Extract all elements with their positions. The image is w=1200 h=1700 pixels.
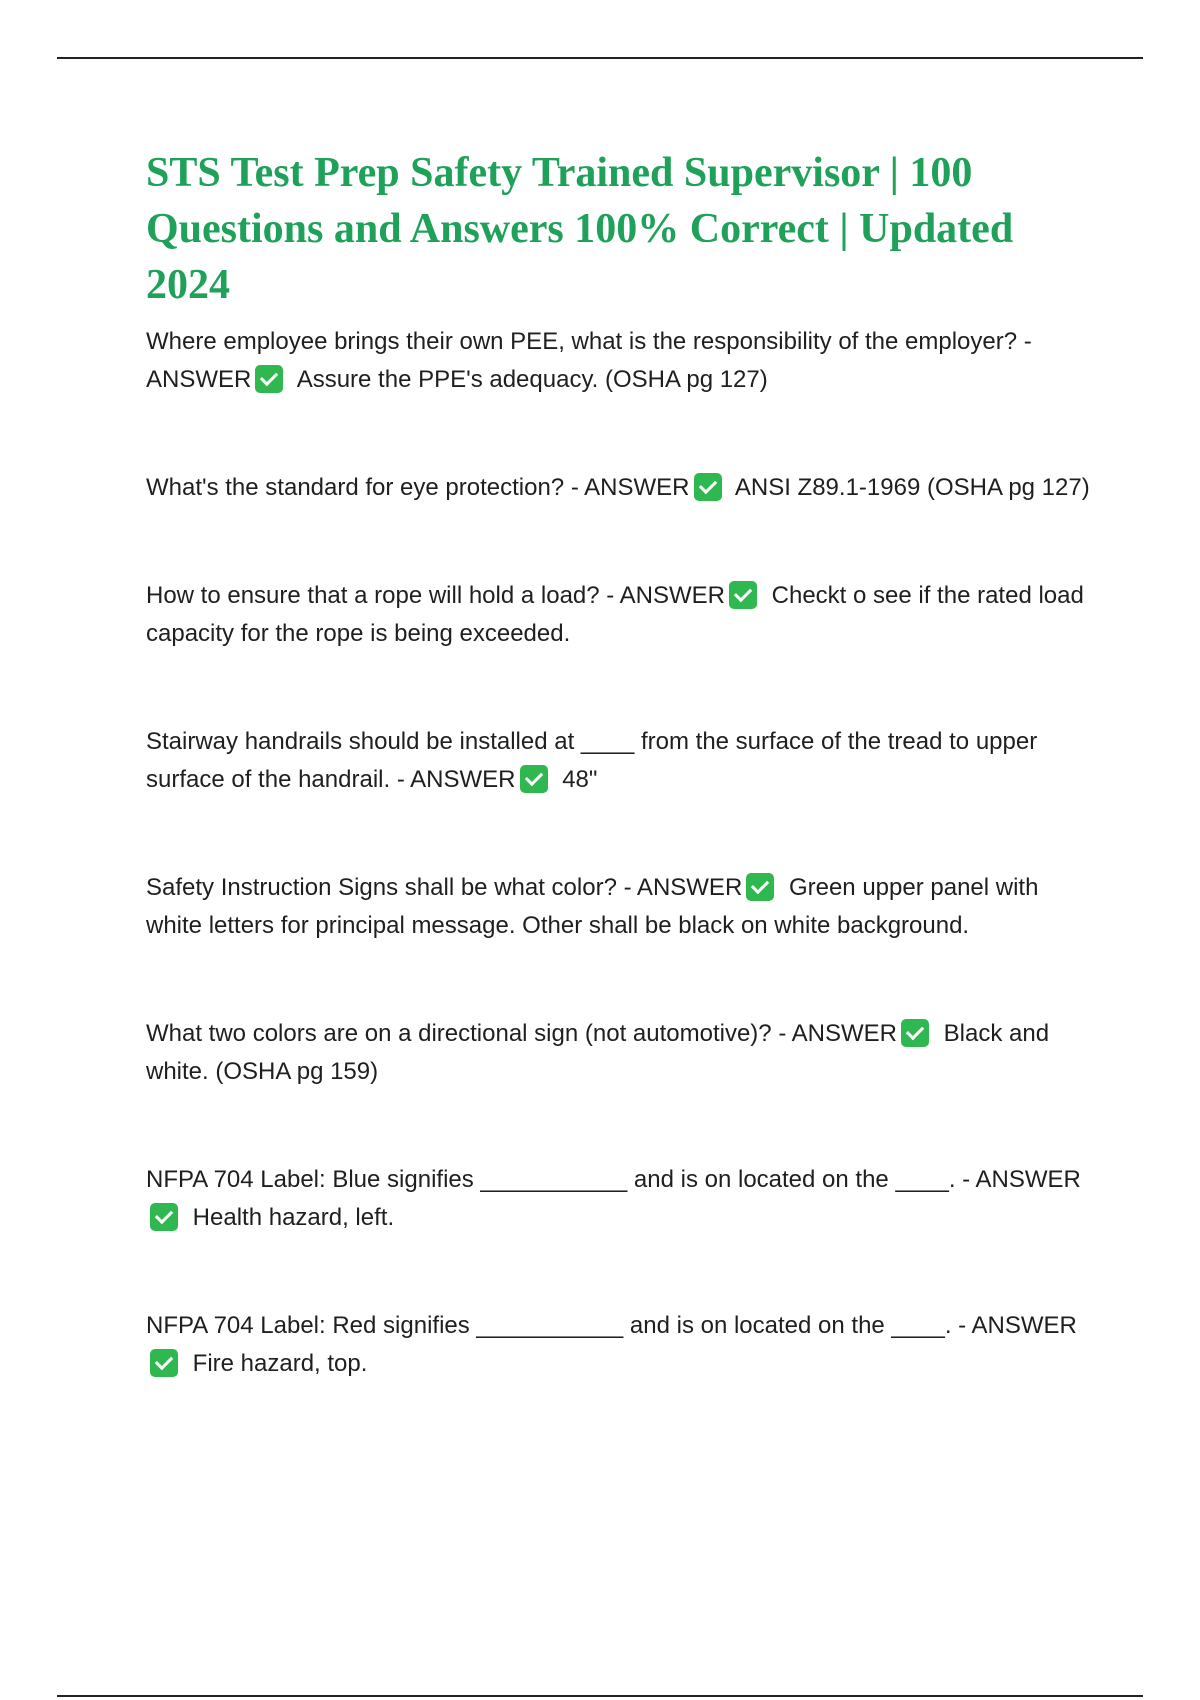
answer-label: - ANSWER bbox=[778, 1020, 897, 1047]
page-content bbox=[146, 145, 1101, 1383]
question-text: Where employee brings their own PEE, what is the responsibility of the employer? bbox=[146, 328, 1018, 355]
check-box-icon bbox=[150, 1349, 178, 1377]
question-text: How to ensure that a rope will hold a load? bbox=[146, 582, 600, 609]
answer-label: - ANSWER bbox=[958, 1312, 1077, 1339]
answer-label: - ANSWER bbox=[146, 328, 1032, 393]
answer-text: ANSI Z89.1-1969 (OSHA pg 127) bbox=[734, 474, 1090, 501]
qa-item bbox=[146, 323, 1101, 399]
check-box-icon bbox=[729, 581, 757, 609]
question-text: NFPA 704 Label: Red signifies ___________ and is on located on the ____. bbox=[146, 1312, 952, 1339]
answer-label: - ANSWER bbox=[396, 766, 516, 793]
question-text: Stairway handrails should be installed at ____ from the surface of the tread to upper surface of the handrail. bbox=[146, 728, 1038, 793]
check-box-icon bbox=[520, 765, 548, 793]
answer-label: - ANSWER bbox=[570, 474, 690, 501]
question-text: Safety Instruction Signs shall be what color? bbox=[146, 874, 617, 901]
answer-text: Checkt o see if the rated load capacity for the rope is being exceeded. bbox=[146, 582, 1084, 647]
qa-item bbox=[146, 577, 1101, 653]
check-box-icon bbox=[255, 365, 283, 393]
question-text: What's the standard for eye protection? bbox=[146, 474, 565, 501]
question-text: NFPA 704 Label: Blue signifies ___________ and is on located on the ____. bbox=[146, 1166, 956, 1193]
answer-label: - ANSWER bbox=[962, 1166, 1081, 1193]
check-box-icon bbox=[746, 873, 774, 901]
answer-label: - ANSWER bbox=[623, 874, 743, 901]
qa-item bbox=[146, 869, 1101, 945]
qa-item bbox=[146, 469, 1101, 507]
answer-text: Green upper panel with white letters for principal message. Other shall be black on white background. bbox=[146, 874, 1039, 939]
question-text: What two colors are on a directional sign (not automotive)? bbox=[146, 1020, 772, 1047]
document-title: STS Test Prep Safety Trained Supervisor | 100 Questions and Answers 100% Correct | Updated 2024 bbox=[146, 150, 1014, 308]
answer-text: 48" bbox=[562, 766, 598, 793]
qa-list bbox=[146, 323, 1101, 1383]
check-box-icon bbox=[150, 1203, 178, 1231]
answer-text: Fire hazard, top. bbox=[192, 1350, 368, 1377]
top-rule bbox=[57, 57, 1143, 59]
check-box-icon bbox=[694, 473, 722, 501]
qa-item bbox=[146, 1015, 1101, 1091]
qa-item bbox=[146, 723, 1101, 799]
qa-item bbox=[146, 1161, 1101, 1237]
qa-item bbox=[146, 1307, 1101, 1383]
check-box-icon bbox=[901, 1019, 929, 1047]
answer-label: - ANSWER bbox=[606, 582, 725, 609]
answer-text: Black and white. (OSHA pg 159) bbox=[146, 1020, 1050, 1085]
answer-text: Health hazard, left. bbox=[192, 1204, 395, 1231]
bottom-rule bbox=[57, 1695, 1143, 1697]
answer-text: Assure the PPE's adequacy. (OSHA pg 127) bbox=[296, 366, 768, 393]
